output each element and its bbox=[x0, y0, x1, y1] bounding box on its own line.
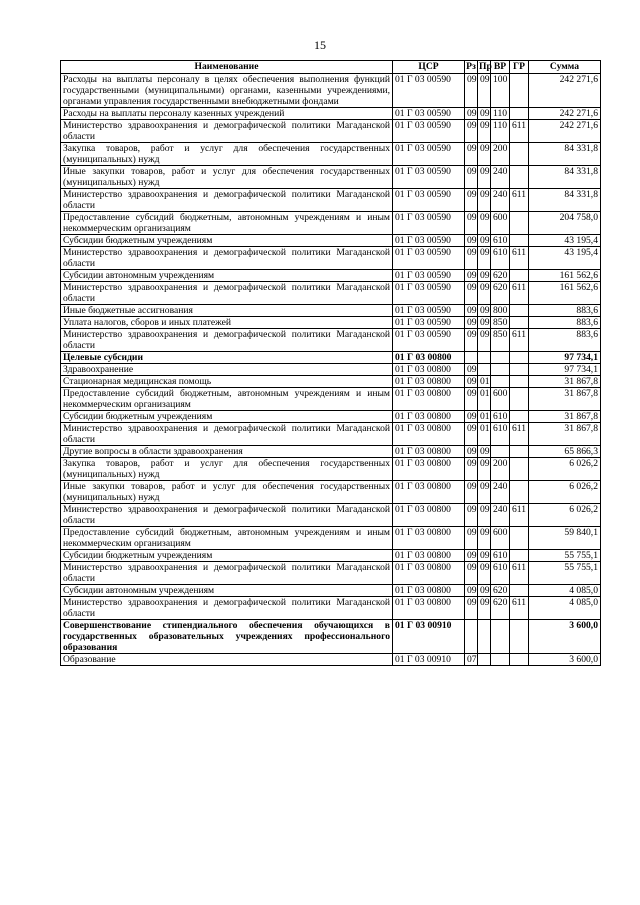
cell-csr: 01 Г 03 00800 bbox=[393, 364, 465, 376]
cell-pr: 09 bbox=[478, 166, 491, 189]
cell-name: Целевые субсидии bbox=[61, 352, 393, 364]
cell-name: Министерство здравоохранения и демографической политики Магаданской области bbox=[61, 329, 393, 352]
table-row bbox=[61, 423, 601, 446]
cell-gr bbox=[510, 166, 529, 189]
cell-gr: 611 bbox=[510, 597, 529, 620]
cell-rz: 09 bbox=[465, 458, 478, 481]
cell-rz: 09 bbox=[465, 411, 478, 423]
table-row bbox=[61, 143, 601, 166]
cell-name: Министерство здравоохранения и демографической политики Магаданской области bbox=[61, 282, 393, 305]
cell-vr: 240 bbox=[491, 166, 510, 189]
header-pr: Пр bbox=[479, 61, 492, 72]
header-csr: ЦСР bbox=[393, 61, 465, 74]
cell-name: Другие вопросы в области здравоохранения bbox=[61, 446, 393, 458]
cell-sum: 31 867,8 bbox=[529, 411, 601, 423]
cell-csr: 01 Г 03 00910 bbox=[393, 620, 465, 654]
cell-name: Расходы на выплаты персоналу казенных учреждений bbox=[61, 108, 393, 120]
table-row bbox=[61, 550, 601, 562]
cell-name: Субсидии автономным учреждениям bbox=[61, 585, 393, 597]
cell-gr: 611 bbox=[510, 120, 529, 143]
cell-csr: 01 Г 03 00590 bbox=[393, 143, 465, 166]
cell-name: Закупка товаров, работ и услуг для обеспечения государственных (муниципальных) нужд bbox=[61, 458, 393, 481]
cell-csr: 01 Г 03 00800 bbox=[393, 504, 465, 527]
cell-sum: 161 562,6 bbox=[529, 282, 601, 305]
cell-vr: 620 bbox=[491, 585, 510, 597]
cell-pr: 09 bbox=[478, 527, 491, 550]
cell-rz: 09 bbox=[465, 527, 478, 550]
cell-gr: 611 bbox=[510, 423, 529, 446]
cell-vr: 110 bbox=[491, 120, 510, 143]
cell-rz: 09 bbox=[465, 143, 478, 166]
cell-sum: 43 195,4 bbox=[529, 235, 601, 247]
cell-pr: 09 bbox=[478, 446, 491, 458]
cell-vr: 100 bbox=[491, 74, 510, 108]
cell-rz: 09 bbox=[465, 597, 478, 620]
cell-vr: 600 bbox=[491, 212, 510, 235]
cell-vr: 620 bbox=[491, 597, 510, 620]
cell-name: Стационарная медицинская помощь bbox=[61, 376, 393, 388]
cell-pr: 09 bbox=[478, 317, 491, 329]
cell-sum: 204 758,0 bbox=[529, 212, 601, 235]
cell-pr: 09 bbox=[478, 235, 491, 247]
cell-vr: 620 bbox=[491, 270, 510, 282]
cell-rz: 09 bbox=[465, 235, 478, 247]
cell-sum: 84 331,8 bbox=[529, 166, 601, 189]
cell-rz: 09 bbox=[465, 317, 478, 329]
cell-rz: 09 bbox=[465, 562, 478, 585]
table-row bbox=[61, 74, 601, 108]
cell-sum: 242 271,6 bbox=[529, 74, 601, 108]
cell-rz: 09 bbox=[465, 446, 478, 458]
cell-pr: 09 bbox=[478, 504, 491, 527]
cell-rz: 09 bbox=[465, 120, 478, 143]
cell-gr bbox=[510, 364, 529, 376]
cell-rz: 09 bbox=[465, 212, 478, 235]
cell-rz: 09 bbox=[465, 550, 478, 562]
cell-gr bbox=[510, 527, 529, 550]
cell-vr: 600 bbox=[491, 527, 510, 550]
table-row bbox=[61, 120, 601, 143]
table-row bbox=[61, 527, 601, 550]
cell-csr: 01 Г 03 00800 bbox=[393, 446, 465, 458]
cell-gr bbox=[510, 317, 529, 329]
cell-gr: 611 bbox=[510, 329, 529, 352]
cell-csr: 01 Г 03 00590 bbox=[393, 247, 465, 270]
cell-csr: 01 Г 03 00590 bbox=[393, 305, 465, 317]
cell-vr: 600 bbox=[491, 388, 510, 411]
cell-sum: 55 755,1 bbox=[529, 562, 601, 585]
cell-csr: 01 Г 03 00800 bbox=[393, 527, 465, 550]
cell-vr: 620 bbox=[491, 282, 510, 305]
budget-table bbox=[60, 60, 601, 666]
cell-rz: 09 bbox=[465, 388, 478, 411]
cell-gr bbox=[510, 550, 529, 562]
table-row bbox=[61, 376, 601, 388]
cell-pr: 09 bbox=[478, 143, 491, 166]
table-row bbox=[61, 108, 601, 120]
table-body bbox=[61, 74, 601, 666]
cell-csr: 01 Г 03 00800 bbox=[393, 352, 465, 364]
cell-vr bbox=[491, 446, 510, 458]
cell-name: Предоставление субсидий бюджетным, автономным учреждениям и иным некоммерческим организациям bbox=[61, 212, 393, 235]
table-row bbox=[61, 597, 601, 620]
cell-name: Закупка товаров, работ и услуг для обеспечения государственных (муниципальных) нужд bbox=[61, 143, 393, 166]
cell-vr: 610 bbox=[491, 247, 510, 270]
cell-csr: 01 Г 03 00800 bbox=[393, 562, 465, 585]
cell-sum: 31 867,8 bbox=[529, 423, 601, 446]
cell-vr bbox=[491, 352, 510, 364]
header-vr: ВР bbox=[491, 61, 510, 74]
cell-name: Образование bbox=[61, 654, 393, 666]
header-sum: Сумма bbox=[529, 61, 601, 74]
cell-gr bbox=[510, 143, 529, 166]
cell-gr: 611 bbox=[510, 189, 529, 212]
cell-csr: 01 Г 03 00800 bbox=[393, 597, 465, 620]
cell-pr bbox=[478, 620, 491, 654]
cell-sum: 6 026,2 bbox=[529, 481, 601, 504]
cell-sum: 31 867,8 bbox=[529, 388, 601, 411]
cell-pr: 01 bbox=[478, 376, 491, 388]
cell-sum: 97 734,1 bbox=[529, 364, 601, 376]
cell-name: Иные бюджетные ассигнования bbox=[61, 305, 393, 317]
cell-csr: 01 Г 03 00590 bbox=[393, 74, 465, 108]
cell-sum: 242 271,6 bbox=[529, 120, 601, 143]
cell-sum: 31 867,8 bbox=[529, 376, 601, 388]
cell-csr: 01 Г 03 00800 bbox=[393, 481, 465, 504]
cell-vr: 610 bbox=[491, 562, 510, 585]
table-row bbox=[61, 481, 601, 504]
cell-gr bbox=[510, 270, 529, 282]
cell-csr: 01 Г 03 00800 bbox=[393, 458, 465, 481]
cell-rz bbox=[465, 620, 478, 654]
table-row bbox=[61, 166, 601, 189]
table-row bbox=[61, 212, 601, 235]
cell-pr: 09 bbox=[478, 550, 491, 562]
cell-rz: 09 bbox=[465, 189, 478, 212]
table-row bbox=[61, 235, 601, 247]
table-row bbox=[61, 654, 601, 666]
page-number: 15 bbox=[314, 38, 326, 52]
cell-rz: 09 bbox=[465, 504, 478, 527]
cell-rz: 09 bbox=[465, 376, 478, 388]
cell-gr bbox=[510, 585, 529, 597]
cell-rz: 09 bbox=[465, 329, 478, 352]
cell-sum: 55 755,1 bbox=[529, 550, 601, 562]
cell-csr: 01 Г 03 00590 bbox=[393, 120, 465, 143]
table-row bbox=[61, 458, 601, 481]
cell-gr bbox=[510, 74, 529, 108]
cell-sum: 883,6 bbox=[529, 317, 601, 329]
cell-rz bbox=[465, 352, 478, 364]
cell-vr: 850 bbox=[491, 317, 510, 329]
cell-rz: 09 bbox=[465, 108, 478, 120]
table-row bbox=[61, 411, 601, 423]
cell-gr: 611 bbox=[510, 504, 529, 527]
cell-csr: 01 Г 03 00590 bbox=[393, 282, 465, 305]
cell-sum: 242 271,6 bbox=[529, 108, 601, 120]
cell-name: Субсидии автономным учреждениям bbox=[61, 270, 393, 282]
cell-rz: 09 bbox=[465, 585, 478, 597]
cell-name: Субсидии бюджетным учреждениям bbox=[61, 411, 393, 423]
cell-csr: 01 Г 03 00800 bbox=[393, 411, 465, 423]
cell-rz: 09 bbox=[465, 364, 478, 376]
cell-sum: 84 331,8 bbox=[529, 189, 601, 212]
cell-sum: 6 026,2 bbox=[529, 458, 601, 481]
cell-csr: 01 Г 03 00800 bbox=[393, 423, 465, 446]
cell-name: Министерство здравоохранения и демографической политики Магаданской области bbox=[61, 562, 393, 585]
cell-pr: 09 bbox=[478, 120, 491, 143]
cell-name: Совершенствование стипендиального обеспечения обучающихся в государственных образовательных учреждениях профессионального образования bbox=[61, 620, 393, 654]
cell-rz: 09 bbox=[465, 247, 478, 270]
cell-csr: 01 Г 03 00590 bbox=[393, 166, 465, 189]
cell-gr bbox=[510, 212, 529, 235]
cell-vr: 610 bbox=[491, 423, 510, 446]
cell-pr: 09 bbox=[478, 305, 491, 317]
cell-csr: 01 Г 03 00590 bbox=[393, 212, 465, 235]
cell-name: Министерство здравоохранения и демографической политики Магаданской области bbox=[61, 247, 393, 270]
cell-vr: 610 bbox=[491, 550, 510, 562]
cell-gr: 611 bbox=[510, 247, 529, 270]
cell-csr: 01 Г 03 00590 bbox=[393, 108, 465, 120]
table-row bbox=[61, 282, 601, 305]
table-row bbox=[61, 364, 601, 376]
cell-sum: 43 195,4 bbox=[529, 247, 601, 270]
cell-rz: 09 bbox=[465, 423, 478, 446]
cell-csr: 01 Г 03 00590 bbox=[393, 329, 465, 352]
cell-pr: 09 bbox=[478, 585, 491, 597]
cell-csr: 01 Г 03 00590 bbox=[393, 189, 465, 212]
cell-name: Субсидии бюджетным учреждениям bbox=[61, 235, 393, 247]
cell-name: Министерство здравоохранения и демографической политики Магаданской области bbox=[61, 189, 393, 212]
cell-pr bbox=[478, 352, 491, 364]
cell-vr: 850 bbox=[491, 329, 510, 352]
table-header-row bbox=[61, 61, 601, 74]
table-row bbox=[61, 329, 601, 352]
cell-name: Предоставление субсидий бюджетным, автономным учреждениям и иным некоммерческим организациям bbox=[61, 527, 393, 550]
cell-gr bbox=[510, 305, 529, 317]
cell-csr: 01 Г 03 00590 bbox=[393, 317, 465, 329]
cell-vr: 200 bbox=[491, 143, 510, 166]
table-row bbox=[61, 562, 601, 585]
cell-csr: 01 Г 03 00590 bbox=[393, 270, 465, 282]
cell-gr bbox=[510, 352, 529, 364]
cell-vr: 610 bbox=[491, 235, 510, 247]
table-row bbox=[61, 620, 601, 654]
cell-pr bbox=[478, 654, 491, 666]
cell-vr: 240 bbox=[491, 504, 510, 527]
cell-vr: 240 bbox=[491, 189, 510, 212]
cell-sum: 161 562,6 bbox=[529, 270, 601, 282]
table-row bbox=[61, 317, 601, 329]
cell-rz: 07 bbox=[465, 654, 478, 666]
cell-vr: 240 bbox=[491, 481, 510, 504]
cell-pr: 09 bbox=[478, 597, 491, 620]
header-rz: Рз bbox=[466, 61, 476, 72]
cell-sum: 883,6 bbox=[529, 329, 601, 352]
cell-name: Министерство здравоохранения и демографической политики Магаданской области bbox=[61, 504, 393, 527]
cell-pr: 09 bbox=[478, 458, 491, 481]
cell-gr bbox=[510, 388, 529, 411]
cell-sum: 84 331,8 bbox=[529, 143, 601, 166]
cell-csr: 01 Г 03 00800 bbox=[393, 550, 465, 562]
cell-name: Министерство здравоохранения и демографической политики Магаданской области bbox=[61, 423, 393, 446]
cell-pr: 09 bbox=[478, 247, 491, 270]
cell-gr: 611 bbox=[510, 282, 529, 305]
cell-pr: 09 bbox=[478, 212, 491, 235]
cell-gr: 611 bbox=[510, 562, 529, 585]
cell-vr bbox=[491, 654, 510, 666]
cell-rz: 09 bbox=[465, 166, 478, 189]
cell-vr bbox=[491, 620, 510, 654]
cell-sum: 6 026,2 bbox=[529, 504, 601, 527]
cell-vr: 800 bbox=[491, 305, 510, 317]
header-name: Наименование bbox=[61, 61, 393, 74]
cell-gr bbox=[510, 620, 529, 654]
cell-name: Министерство здравоохранения и демографической политики Магаданской области bbox=[61, 597, 393, 620]
cell-pr bbox=[478, 364, 491, 376]
cell-sum: 4 085,0 bbox=[529, 585, 601, 597]
cell-rz: 09 bbox=[465, 305, 478, 317]
cell-vr bbox=[491, 376, 510, 388]
cell-name: Расходы на выплаты персоналу в целях обеспечения выполнения функций государственными (муниципальными) органами, казенными учреждениями, органами управления государственными внебюджетными фондами bbox=[61, 74, 393, 108]
table-row bbox=[61, 388, 601, 411]
cell-pr: 01 bbox=[478, 411, 491, 423]
cell-rz: 09 bbox=[465, 282, 478, 305]
cell-sum: 3 600,0 bbox=[529, 654, 601, 666]
cell-vr bbox=[491, 364, 510, 376]
cell-gr bbox=[510, 458, 529, 481]
cell-rz: 09 bbox=[465, 270, 478, 282]
cell-gr bbox=[510, 411, 529, 423]
cell-vr: 610 bbox=[491, 411, 510, 423]
table-row bbox=[61, 270, 601, 282]
cell-sum: 65 866,3 bbox=[529, 446, 601, 458]
cell-pr: 09 bbox=[478, 329, 491, 352]
cell-sum: 4 085,0 bbox=[529, 597, 601, 620]
cell-pr: 09 bbox=[478, 189, 491, 212]
cell-pr: 01 bbox=[478, 388, 491, 411]
cell-pr: 09 bbox=[478, 562, 491, 585]
table-row bbox=[61, 305, 601, 317]
cell-gr bbox=[510, 376, 529, 388]
cell-gr bbox=[510, 235, 529, 247]
cell-vr: 110 bbox=[491, 108, 510, 120]
cell-sum: 97 734,1 bbox=[529, 352, 601, 364]
table-row bbox=[61, 446, 601, 458]
cell-gr bbox=[510, 654, 529, 666]
table-row bbox=[61, 189, 601, 212]
cell-csr: 01 Г 03 00800 bbox=[393, 585, 465, 597]
cell-sum: 883,6 bbox=[529, 305, 601, 317]
table-row bbox=[61, 504, 601, 527]
cell-pr: 09 bbox=[478, 74, 491, 108]
table-row bbox=[61, 352, 601, 364]
header-gr: ГР bbox=[510, 61, 529, 74]
cell-gr bbox=[510, 481, 529, 504]
cell-vr: 200 bbox=[491, 458, 510, 481]
cell-gr bbox=[510, 446, 529, 458]
cell-csr: 01 Г 03 00800 bbox=[393, 376, 465, 388]
cell-csr: 01 Г 03 00910 bbox=[393, 654, 465, 666]
cell-rz: 09 bbox=[465, 481, 478, 504]
cell-name: Здравоохранение bbox=[61, 364, 393, 376]
table-row bbox=[61, 585, 601, 597]
cell-name: Предоставление субсидий бюджетным, автономным учреждениям и иным некоммерческим организациям bbox=[61, 388, 393, 411]
table-row bbox=[61, 247, 601, 270]
cell-name: Субсидии бюджетным учреждениям bbox=[61, 550, 393, 562]
cell-name: Уплата налогов, сборов и иных платежей bbox=[61, 317, 393, 329]
cell-pr: 09 bbox=[478, 282, 491, 305]
cell-sum: 59 840,1 bbox=[529, 527, 601, 550]
cell-name: Иные закупки товаров, работ и услуг для обеспечения государственных (муниципальных) нужд bbox=[61, 481, 393, 504]
cell-sum: 3 600,0 bbox=[529, 620, 601, 654]
cell-pr: 01 bbox=[478, 423, 491, 446]
cell-csr: 01 Г 03 00800 bbox=[393, 388, 465, 411]
cell-name: Министерство здравоохранения и демографической политики Магаданской области bbox=[61, 120, 393, 143]
cell-pr: 09 bbox=[478, 481, 491, 504]
cell-csr: 01 Г 03 00590 bbox=[393, 235, 465, 247]
cell-rz: 09 bbox=[465, 74, 478, 108]
cell-name: Иные закупки товаров, работ и услуг для обеспечения государственных (муниципальных) нужд bbox=[61, 166, 393, 189]
cell-pr: 09 bbox=[478, 270, 491, 282]
cell-pr: 09 bbox=[478, 108, 491, 120]
cell-gr bbox=[510, 108, 529, 120]
